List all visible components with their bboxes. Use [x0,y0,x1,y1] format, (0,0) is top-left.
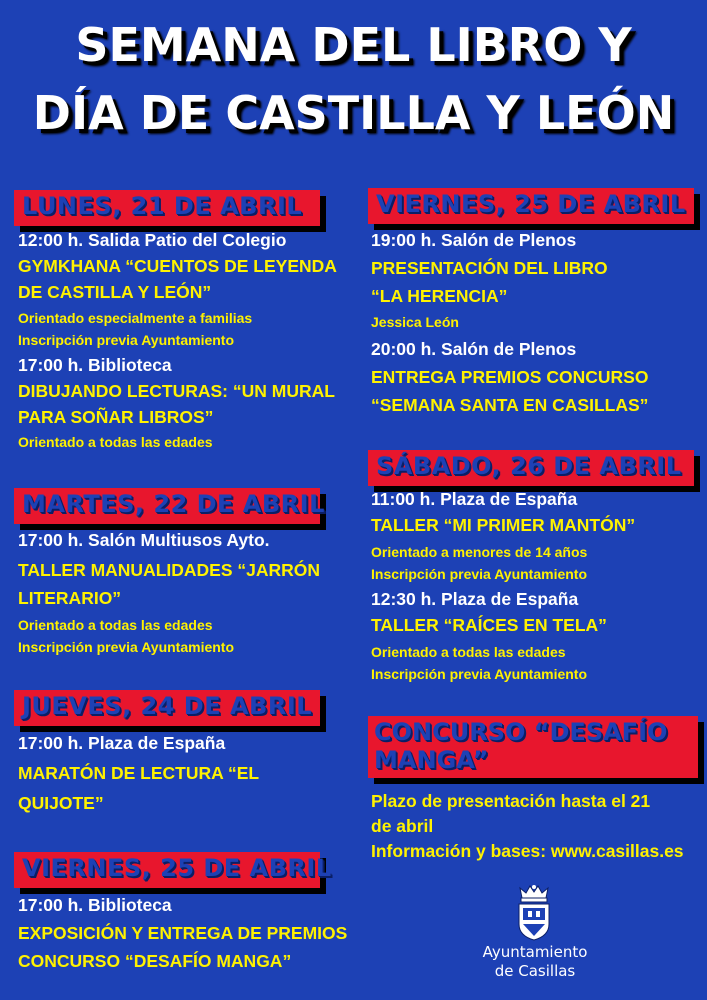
section-viernes-left [18,897,347,979]
martes-event1-note2: Inscripción previa Ayuntamiento [18,639,235,655]
section-lunes [18,232,337,457]
heading-viernes-left-text: VIERNES, 25 DE ABRIL [22,854,332,882]
concurso-text1: Plazo de presentación hasta el 21 [371,791,651,811]
section-jueves [18,735,259,823]
section-concurso [371,793,684,868]
heading-jueves-text: JUEVES, 24 DE ABRIL [22,692,313,720]
sabado-event2-time: 12:30 h. Plaza de España [371,589,579,609]
heading-viernes-right [368,188,694,224]
sabado-event1-note1: Orientado a menores de 14 años [371,544,588,560]
lunes-event1-title2: DE CASTILLA Y LEÓN” [18,282,212,302]
heading-sabado [368,450,694,486]
sabado-event1-note2: Inscripción previa Ayuntamiento [371,566,588,582]
sabado-event2-note2: Inscripción previa Ayuntamiento [371,666,588,682]
main-title-line1: SEMANA DEL LIBRO Y [75,18,632,72]
lunes-event1-time: 12:00 h. Salida Patio del Colegio [18,230,287,250]
jueves-event1-title1: MARATÓN DE LECTURA “EL [18,763,260,783]
section-sabado [371,491,635,689]
viernes-right-event1-title2: “LA HERENCIA” [371,286,508,306]
martes-event1-note1: Orientado a todas las edades [18,617,213,633]
heading-concurso [368,716,698,778]
sabado-event2-note1: Orientado a todas las edades [371,644,566,660]
lunes-event1-title1: GYMKHANA “CUENTOS DE LEYENDA [18,256,337,276]
heading-lunes [14,190,320,226]
viernes-right-event2-title1: ENTREGA PREMIOS CONCURSO [371,367,649,387]
logo-line2: de Casillas [494,962,576,980]
heading-martes [14,488,325,524]
sabado-event1-time: 11:00 h. Plaza de España [371,489,578,509]
viernes-right-event1-note1: Jessica León [371,314,459,330]
viernes-right-event1-time: 19:00 h. Salón de Plenos [371,230,577,250]
heading-viernes-left [14,852,332,888]
viernes-right-event1-title1: PRESENTACIÓN DEL LIBRO [371,258,608,278]
jueves-event1-title2: QUIJOTE” [18,793,104,813]
martes-event1-title1: TALLER MANUALIDADES “JARRÓN [18,560,321,580]
concurso-text2: de abril [371,816,434,836]
lunes-event2-title2: PARA SOÑAR LIBROS” [18,407,214,427]
section-viernes-right [371,232,648,423]
lunes-event2-title1: DIBUJANDO LECTURAS: “UN MURAL [18,381,335,401]
viernes-left-event1-title1: EXPOSICIÓN Y ENTREGA DE PREMIOS [18,923,348,943]
heading-sabado-text: SÁBADO, 26 DE ABRIL [376,452,682,480]
heading-lunes-text: LUNES, 21 DE ABRIL [22,192,303,220]
martes-event1-title2: LITERARIO” [18,588,122,608]
lunes-event2-time: 17:00 h. Biblioteca [18,355,172,375]
heading-viernes-right-text: VIERNES, 25 DE ABRIL [376,190,686,218]
concurso-text3: Información y bases: www.casillas.es [371,841,684,861]
viernes-left-event1-title2: CONCURSO “DESAFÍO MANGA” [18,951,292,971]
heading-martes-text: MARTES, 22 DE ABRIL [22,490,325,518]
sabado-event1-title1: TALLER “MI PRIMER MANTÓN” [371,515,636,535]
viernes-right-event2-title2: “SEMANA SANTA EN CASILLAS” [371,395,649,415]
sabado-event2-title1: TALLER “RAÍCES EN TELA” [371,615,607,635]
jueves-event1-time: 17:00 h. Plaza de España [18,733,226,753]
section-martes [18,532,320,662]
crest-icon [516,884,552,942]
viernes-right-event2-time: 20:00 h. Salón de Plenos [371,339,577,359]
lunes-event2-note1: Orientado a todas las edades [18,434,213,450]
logo-line1: Ayuntamiento [482,943,588,961]
lunes-event1-note1: Orientado especialmente a familias [18,310,253,326]
viernes-left-event1-time: 17:00 h. Biblioteca [18,895,172,915]
heading-jueves [14,690,320,726]
martes-event1-time: 17:00 h. Salón Multiusos Ayto. [18,530,270,550]
heading-concurso-text: CONCURSO “DESAFÍO MANGA” [374,718,668,774]
lunes-event1-note2: Inscripción previa Ayuntamiento [18,332,235,348]
main-title-line2: DÍA DE CASTILLA Y LEÓN [32,86,675,140]
